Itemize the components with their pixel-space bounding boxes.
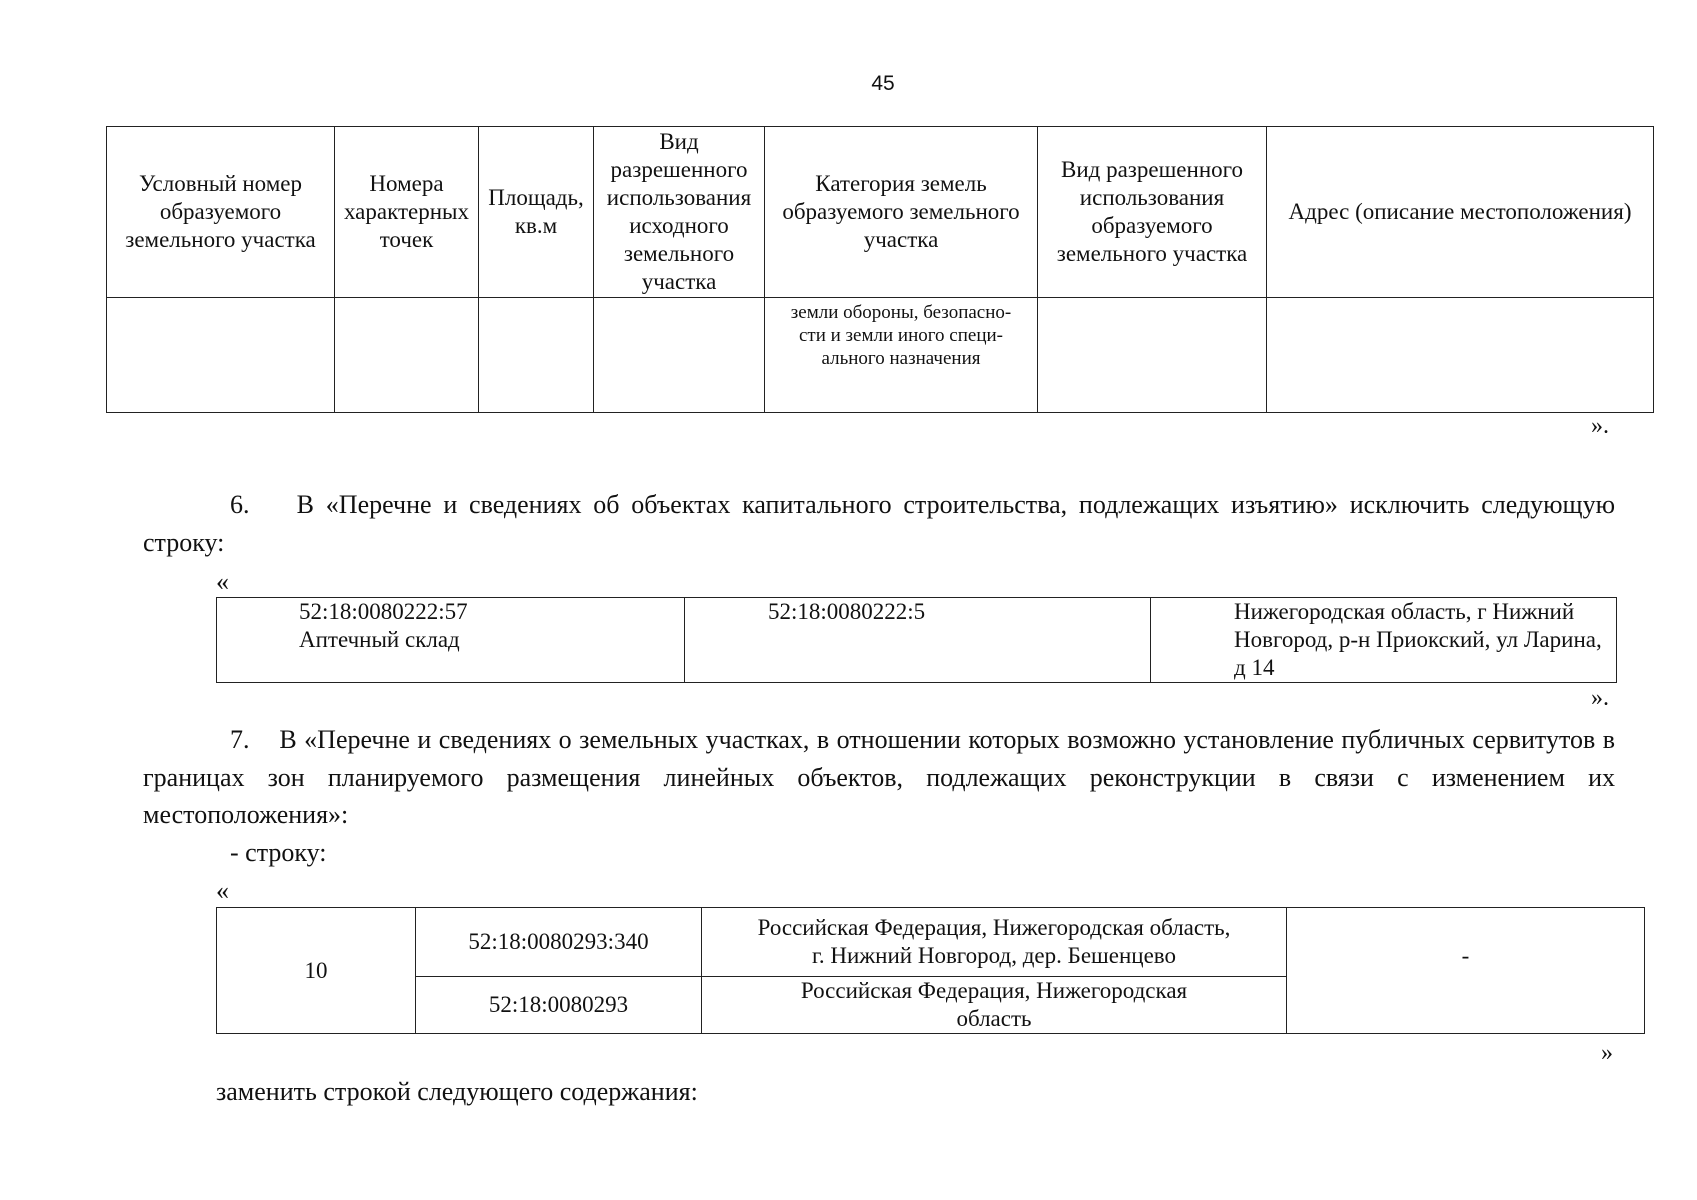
address-cell: [702, 977, 1287, 1034]
header-cell: Вид разрешенного использования исходного земельного участка: [594, 127, 765, 298]
table-cell: [1038, 298, 1267, 413]
capital-objects-table: [216, 597, 1617, 683]
sub-label: - строку:: [230, 838, 327, 867]
servitude-table: [216, 907, 1645, 1034]
table-cell: [1267, 298, 1654, 413]
header-cell: Площадь, кв.м: [479, 127, 594, 298]
cadastral-cell: 52:18:0080293:340: [416, 908, 702, 977]
table-row: [107, 298, 1654, 413]
replace-text: заменить строкой следующего содержания:: [216, 1077, 698, 1106]
close-quote: »: [1601, 1040, 1613, 1066]
table-header-row: [107, 127, 1654, 298]
address-text: Российская Федерация, Нижегородская область, г. Нижний Новгород, дер. Бешенцево: [757, 915, 1231, 968]
dash-cell: -: [1287, 908, 1645, 1034]
open-quote: «: [216, 567, 229, 596]
item-7-text: 7. В «Перечне и сведениях о земельных участках, в отношении которых возможно установление публичных сервитутов в границах зон планируемого размещения линейных объектов, подлежащих реконструкции в связи с изменением их местоположения»:: [143, 725, 1615, 829]
table-cell: [594, 298, 765, 413]
object-cell: [217, 598, 685, 683]
object-cell-text: 52:18:0080222:57 Аптечный склад: [299, 599, 468, 652]
land-category-text: земли обороны, безопасно-сти и земли иного специ-ального назначения: [790, 302, 1012, 369]
cadastral-cell: 52:18:0080293: [416, 977, 702, 1034]
close-quote: ».: [1591, 685, 1609, 711]
header-cell: Номера характерных точек: [335, 127, 479, 298]
header-cell: Условный номер образуемого земельного участка: [107, 127, 335, 298]
header-cell: Категория земель образуемого земельного участка: [765, 127, 1038, 298]
land-plots-table: [106, 126, 1654, 413]
header-cell: Вид разрешенного использования образуемого земельного участка: [1038, 127, 1267, 298]
address-cell: [702, 908, 1287, 977]
table-row: [217, 598, 1617, 683]
table-cell: [107, 298, 335, 413]
table-cell: [479, 298, 594, 413]
header-cell: Адрес (описание местоположения): [1267, 127, 1654, 298]
cadastral-cell: 52:18:0080222:5: [685, 598, 1151, 683]
address-cell: Нижегородская область, г Нижний Новгород, р-н Приокский, ул Ларина, д 14: [1151, 598, 1617, 683]
open-quote: «: [216, 876, 229, 905]
row-number-cell: 10: [217, 908, 416, 1034]
land-category-cell: [765, 298, 1038, 413]
close-quote: ».: [1591, 413, 1609, 439]
item-6-text: 6. В «Перечне и сведениях об объектах капитального строительства, подлежащих изъятию» исключить следующую строку:: [143, 490, 1615, 557]
table-row: [217, 908, 1645, 977]
table-cell: [335, 298, 479, 413]
address-text: Российская Федерация, Нижегородская область: [800, 978, 1188, 1031]
page-number: 45: [871, 72, 895, 95]
